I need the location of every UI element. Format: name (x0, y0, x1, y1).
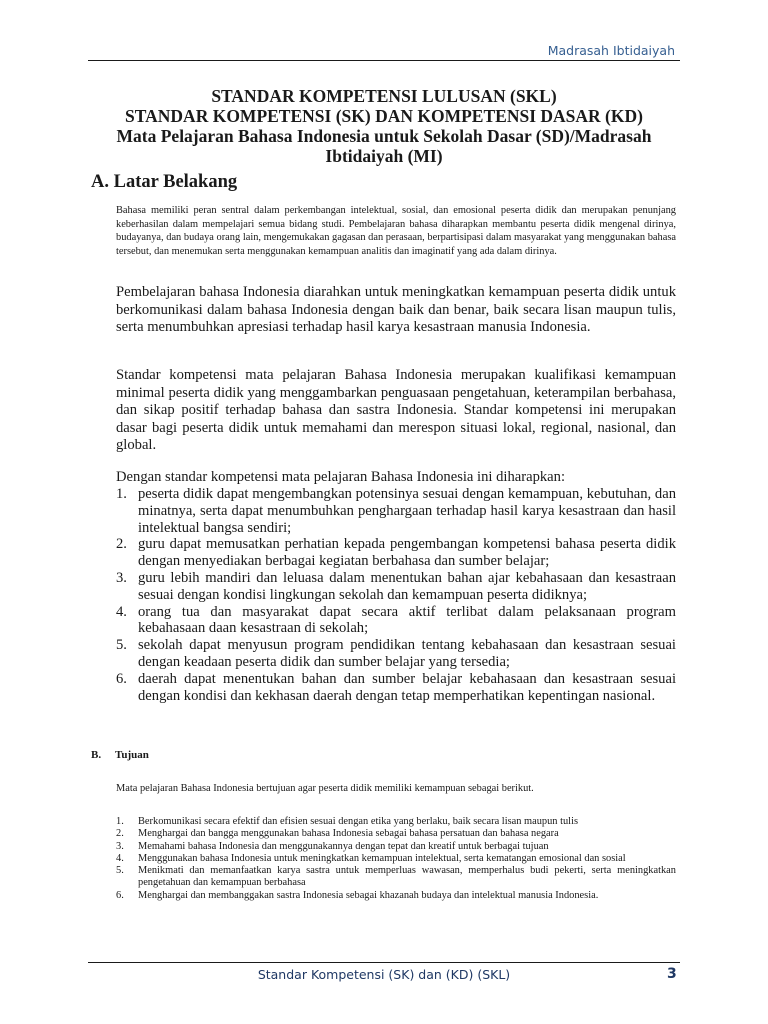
list-item: 4. Menggunakan bahasa Indonesia untuk meningkatkan kemampuan intelektual, serta kematangan emosional dan sosial (116, 852, 626, 864)
title-line-1: STANDAR KOMPETENSI LULUSAN (SKL) (211, 86, 557, 106)
section-a-paragraph-2: Standar kompetensi mata pelajaran Bahasa Indonesia merupakan kualifikasi kemampuan minimal peserta didik yang menggambarkan penguasaan pengetahuan, keterampilan berbahasa, dan sikap positif terhadap bahasa dan sastra Indonesia. Standar kompetensi ini merupakan dasar bagi peserta didik untuk memahami dan merespon situasi lokal, regional, nasional, dan global. (116, 367, 676, 453)
list-item: 6. daerah dapat menentukan bahan dan sumber belajar kebahasaan dan kesastraan sesuai dengan kondisi dan kekhasan daerah dengan tetap memperhatikan kepentingan nasional. (116, 670, 676, 704)
list-item: 2. guru dapat memusatkan perhatian kepada pengembangan kompetensi bahasa peserta didik dengan menyediakan berbagai kegiatan berbahasa dan sumber belajar; (116, 536, 676, 570)
list-item: 1. peserta didik dapat mengembangkan potensinya sesuai dengan kemampuan, kebutuhan, dan minatnya, serta dapat menumbuhkan penghargaan terhadap hasil karya kesastraan dan hasil intelektual bangsa sendiri; (116, 486, 676, 536)
list-item: 1. Berkomunikasi secara efektif dan efisien sesuai dengan etika yang berlaku, baik secara lisan maupun tulis (116, 816, 579, 827)
footer-rule (88, 962, 680, 963)
section-a-intro: Bahasa memiliki peran sentral dalam perkembangan intelektual, sosial, dan emosional peserta didik dan merupakan penunjang keberhasilan dalam mempelajari semua bidang studi. Pembelajaran bahasa diharapkan membantu peserta didik mengenal dirinya, budayanya, dan budaya orang lain, mengemukakan gagasan dan perasaan, berpartisipasi dalam masyarakat yang menggunakan bahasa tersebut, dan menemukan serta menggunakan kemampuan analitis dan imaginatif yang ada dalam dirinya. (116, 205, 676, 257)
list-item: 4. orang tua dan masyarakat dapat secara aktif terlibat dalam pelaksanaan program kebahasaan daan kesastraan di sekolah; (116, 603, 676, 637)
list-item: 6. Menghargai dan membanggakan sastra Indonesia sebagai khazanah budaya dan intelektual manusia Indonesia. (116, 889, 599, 901)
section-a-heading: A. Latar Belakang (91, 172, 238, 192)
list-item: 3. Memahami bahasa Indonesia dan menggunakannya dengan tepat dan kreatif untuk berbagai tujuan (116, 840, 549, 852)
section-b-intro: Mata pelajaran Bahasa Indonesia bertujuan agar peserta didik memiliki kemampuan sebagai berikut. (116, 783, 534, 794)
list-item: 5. sekolah dapat menyusun program pendidikan tentang kebahasaan dan kesastraan sesuai dengan keadaan peserta didik dan sumber belajar yang tersedia; (116, 637, 676, 670)
list-item: 3. guru lebih mandiri dan leluasa dalam menentukan bahan ajar kebahasaan dan kesastraan sesuai dengan kondisi lingkungan sekolah dan kemampuan peserta didiknya; (116, 569, 676, 603)
document-title-block (88, 86, 680, 166)
page-header: Madrasah Ibtidaiyah (547, 43, 675, 58)
section-a-list (116, 486, 676, 704)
section-b-label: B. (91, 749, 102, 761)
section-a-paragraph-3: Dengan standar kompetensi mata pelajaran Bahasa Indonesia ini diharapkan: (116, 469, 566, 485)
header-rule (88, 60, 680, 61)
title-line-2: STANDAR KOMPETENSI (SK) DAN KOMPETENSI DASAR (KD) (125, 106, 643, 126)
section-b-list (116, 816, 676, 902)
title-line-3: Mata Pelajaran Bahasa Indonesia untuk Sekolah Dasar (SD)/Madrasah Ibtidaiyah (MI) (116, 126, 652, 166)
list-item: 2. Menghargai dan bangga menggunakan bahasa Indonesia sebagai bahasa persatuan dan bahasa negara (116, 828, 559, 840)
list-item: 5. Menikmati dan memanfaatkan karya sastra untuk memperluas wawasan, memperhalus budi pekerti, serta meningkatkan pengetahuan dan kemampuan berbahasa (116, 865, 676, 889)
section-b-heading (91, 749, 149, 761)
page-footer: Standar Kompetensi (SK) dan (KD) (SKL) (257, 967, 511, 982)
section-a-paragraph-1: Pembelajaran bahasa Indonesia diarahkan untuk meningkatkan kemampuan peserta didik untuk berkomunikasi dalam bahasa Indonesia dengan baik dan benar, baik secara lisan maupun tulis, serta menumbuhkan apresiasi terhadap hasil karya kesastraan manusia Indonesia. (116, 284, 676, 335)
section-b-title: Tujuan (115, 749, 149, 761)
page-number: 3 (667, 966, 677, 982)
